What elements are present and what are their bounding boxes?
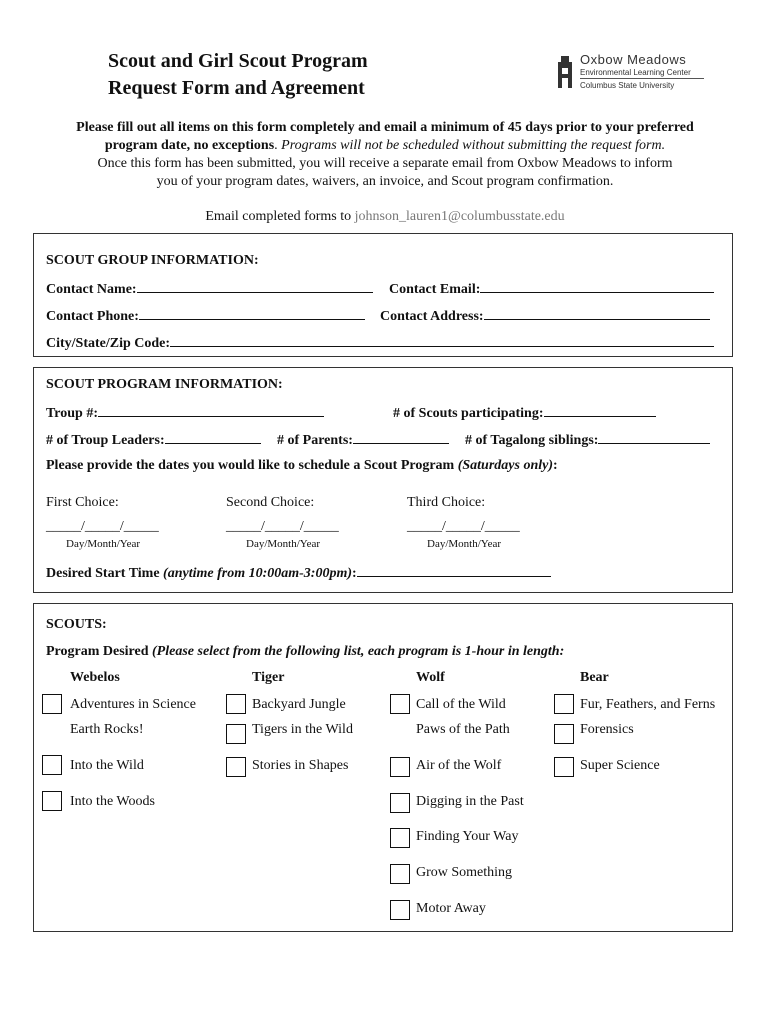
program-desired-label: Program Desired [46, 644, 149, 659]
parents-field [277, 431, 449, 449]
checkbox-super-science[interactable] [554, 757, 574, 777]
first-choice-format: Day/Month/Year [66, 538, 141, 550]
checkbox-tigers-in-the-wild[interactable] [226, 724, 246, 744]
email-instruction [20, 208, 750, 226]
checkbox-grow-something[interactable] [390, 864, 410, 884]
city-state-zip-label: City/State/Zip Code: [46, 336, 171, 351]
start-time-note: (anytime from 10:00am-3:00pm) [163, 566, 353, 581]
option-grow-something: Grow Something [416, 865, 513, 880]
scouts-heading: SCOUTS: [46, 617, 107, 632]
oxbow-meadows-logo [554, 50, 714, 94]
program-desired [46, 644, 564, 660]
option-finding-your-way: Finding Your Way [416, 829, 519, 844]
checkbox-stories-in-shapes[interactable] [226, 757, 246, 777]
third-choice-format: Day/Month/Year [427, 538, 502, 550]
intro-line3: Once this form has been submitted, you will receive a separate email from Oxbow Meadows to inform [97, 156, 673, 171]
intro-bold-text: program date, no exceptions [104, 138, 275, 153]
intro-line2: program date, no exceptions. Programs will not be scheduled without submitting the request form. [104, 138, 666, 153]
option-super-science: Super Science [580, 758, 660, 773]
checkbox-call-of-the-wild[interactable] [390, 694, 410, 714]
email-link[interactable]: johnson_lauren1@columbusstate.edu [354, 209, 565, 224]
option-stories-in-shapes: Stories in Shapes [252, 758, 349, 773]
checkbox-finding-your-way[interactable] [390, 828, 410, 848]
checkbox-backyard-jungle[interactable] [226, 694, 246, 714]
second-choice-date-input[interactable]: _____/_____/_____ [226, 519, 339, 534]
logo-university: Columbus State University [580, 81, 675, 90]
intro-line4: you of your program dates, waivers, an invoice, and Scout program confirmation. [156, 174, 614, 189]
checkbox-into-the-woods[interactable] [42, 791, 62, 811]
scouts-participating-field [393, 404, 656, 422]
troup-leaders-input[interactable] [165, 431, 261, 444]
troup-number-field [46, 404, 324, 422]
third-choice-label: Third Choice: [407, 495, 486, 510]
checkbox-adventures-in-science[interactable] [42, 694, 62, 714]
column-bear: Bear [580, 670, 609, 685]
city-state-zip-field [46, 334, 714, 352]
checkbox-motor-away[interactable] [390, 900, 410, 920]
checkbox-into-the-wild[interactable] [42, 755, 62, 775]
option-fur-feathers-ferns: Fur, Feathers, and Ferns [580, 697, 716, 712]
form-title-line2: Request Form and Agreement [108, 77, 365, 99]
second-choice-format: Day/Month/Year [246, 538, 321, 550]
start-time-input[interactable] [357, 564, 551, 577]
option-forensics: Forensics [580, 722, 634, 737]
checkbox-air-of-the-wolf[interactable] [390, 757, 410, 777]
dates-prompt-note: (Saturdays only) [457, 458, 553, 473]
option-into-the-wild: Into the Wild [70, 758, 144, 773]
contact-phone-field [46, 307, 365, 325]
start-time-label: Desired Start Time [46, 566, 160, 581]
scouts-section [33, 603, 733, 932]
contact-name-input[interactable] [137, 280, 373, 293]
group-info-section [33, 233, 733, 357]
second-choice-label: Second Choice: [226, 495, 315, 510]
email-label: Email completed forms to [205, 209, 352, 224]
dates-prompt: Please provide the dates you would like to schedule a Scout Program (Saturdays only): [46, 458, 558, 473]
city-state-zip-input[interactable] [170, 334, 714, 347]
scouts-participating-input[interactable] [544, 404, 656, 417]
contact-address-input[interactable] [484, 307, 710, 320]
contact-email-field [389, 280, 714, 298]
third-choice-date-input[interactable]: _____/_____/_____ [407, 519, 520, 534]
option-call-of-the-wild: Call of the Wild [416, 697, 506, 712]
checkbox-forensics[interactable] [554, 724, 574, 744]
intro-italic-text: Programs will not be scheduled without submitting the request form. [281, 138, 666, 153]
group-info-heading: SCOUT GROUP INFORMATION: [46, 253, 259, 268]
column-tiger: Tiger [252, 670, 285, 685]
option-backyard-jungle: Backyard Jungle [252, 697, 346, 712]
option-air-of-the-wolf: Air of the Wolf [416, 758, 502, 773]
tagalong-input[interactable] [598, 431, 710, 444]
logo-divider [580, 78, 704, 79]
column-webelos: Webelos [70, 670, 120, 685]
troup-number-label: Troup #: [46, 406, 98, 421]
dates-prompt-text: Please provide the dates you would like to schedule a Scout Program [46, 458, 455, 473]
column-wolf: Wolf [416, 670, 445, 685]
troup-leaders-field [46, 431, 261, 449]
start-time-field: Desired Start Time (anytime from 10:00am-3:00pm): [46, 564, 551, 582]
program-desired-note: (Please select from the following list, each program is 1-hour in length: [152, 644, 565, 659]
troup-number-input[interactable] [98, 404, 324, 417]
program-info-heading: SCOUT PROGRAM INFORMATION: [46, 377, 283, 392]
logo-name: Oxbow Meadows [580, 52, 687, 67]
intro-line1: Please fill out all items on this form completely and email a minimum of 45 days prior to your preferred [76, 120, 694, 135]
contact-address-label: Contact Address: [380, 309, 484, 324]
first-choice-label: First Choice: [46, 495, 119, 510]
contact-email-label: Contact Email: [389, 282, 481, 297]
tower-icon [554, 54, 576, 90]
tagalong-field [465, 431, 710, 449]
program-info-section [33, 367, 733, 593]
contact-name-label: Contact Name: [46, 282, 137, 297]
option-earth-rocks: Earth Rocks! [70, 722, 144, 737]
option-digging-in-the-past: Digging in the Past [416, 794, 524, 809]
checkbox-fur-feathers-ferns[interactable] [554, 694, 574, 714]
checkbox-digging-in-the-past[interactable] [390, 793, 410, 813]
form-title-line1: Scout and Girl Scout Program [108, 50, 368, 72]
contact-phone-label: Contact Phone: [46, 309, 139, 324]
parents-input[interactable] [353, 431, 449, 444]
parents-label: # of Parents: [277, 433, 353, 448]
first-choice-date-input[interactable]: _____/_____/_____ [46, 519, 159, 534]
option-paws-of-the-path: Paws of the Path [416, 722, 510, 737]
scouts-participating-label: # of Scouts participating: [393, 406, 544, 421]
tagalong-label: # of Tagalong siblings: [465, 433, 599, 448]
option-tigers-in-the-wild: Tigers in the Wild [252, 722, 353, 737]
contact-email-input[interactable] [480, 280, 714, 293]
option-adventures-in-science: Adventures in Science [70, 697, 196, 712]
option-motor-away: Motor Away [416, 901, 486, 916]
logo-subtitle: Environmental Learning Center [580, 68, 691, 77]
contact-address-field [380, 307, 710, 325]
option-into-the-woods: Into the Woods [70, 794, 155, 809]
troup-leaders-label: # of Troup Leaders: [46, 433, 165, 448]
contact-phone-input[interactable] [139, 307, 365, 320]
contact-name-field [46, 280, 373, 298]
